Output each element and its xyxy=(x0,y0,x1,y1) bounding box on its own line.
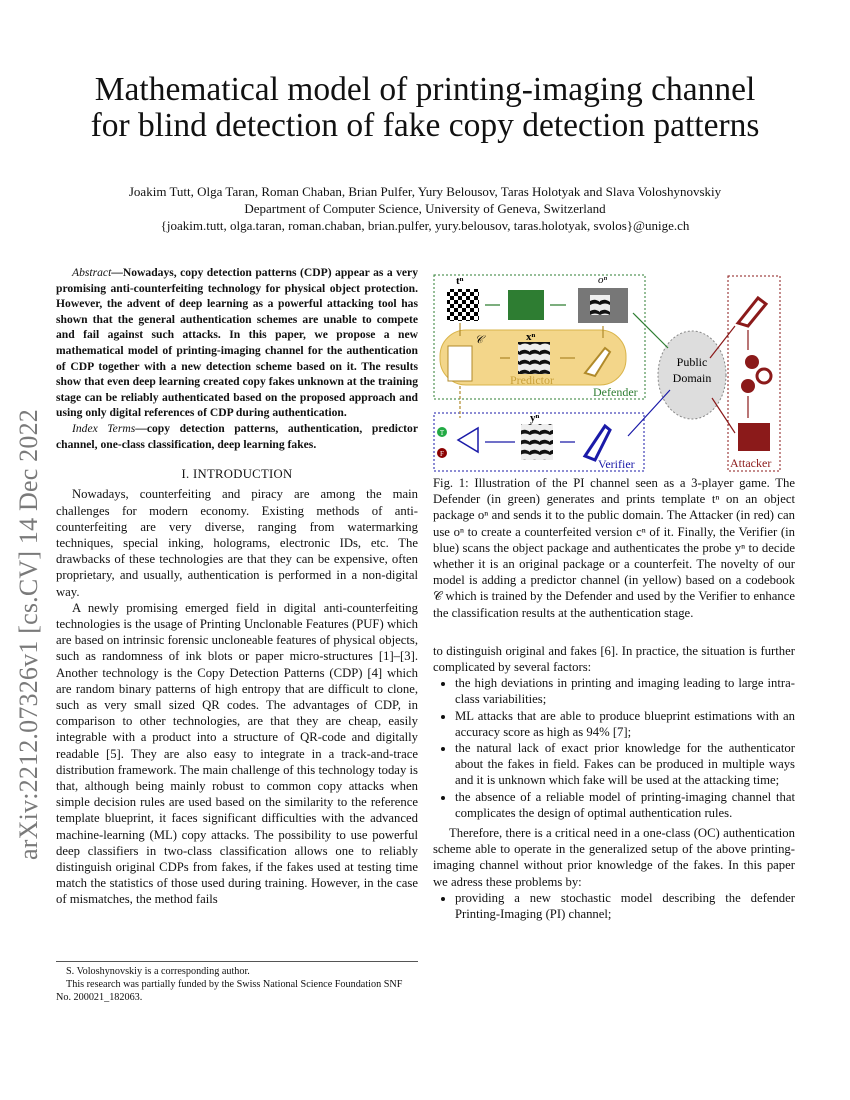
label-codebook: 𝒞 xyxy=(475,334,484,346)
svg-text:T: T xyxy=(439,429,445,437)
label-predictor: Predictor xyxy=(510,373,554,387)
figure-caption: Fig. 1: Illustration of the PI channel seen as a 3-player game. The Defender (in green) generates and prints template tⁿ on an object package oⁿ and sends it to the public domain. The Attacker (in red) can use oⁿ to create a counterfeited version cⁿ of it. Finally, the Verifier (in blue) scans the object package and authenticates the probe yⁿ to decide whether it is an original package or a counterfeit. The novelty of our model is adding a predictor channel (in yellow) based on a codebook 𝒞 which is trained by the Defender and used by the Verifier to enhance the classification results at the authentication stage. xyxy=(433,476,795,620)
estimate-pattern xyxy=(518,342,550,374)
label-verifier: Verifier xyxy=(598,457,635,471)
affiliation: Department of Computer Science, University of Geneva, Switzerland xyxy=(244,201,606,216)
list-item: • the high deviations in printing and imaging leading to large intra-class variabilities; xyxy=(455,675,795,707)
label-o: oⁿ xyxy=(598,274,607,286)
emails: {joakim.tutt, olga.taran, roman.chaban, brian.pulfer, yury.belousov, taras.holotyak, svolos}@unige.ch xyxy=(160,218,690,233)
author-block xyxy=(0,183,850,234)
label-attacker: Attacker xyxy=(730,456,772,470)
list-item: • the natural lack of exact prior knowledge for the authenticator about the fakes in field. Fakes can be produced in multiple ways and it is unknown which fake will be used at the attacking time; xyxy=(455,740,795,789)
scanner-icon-blue xyxy=(585,426,610,460)
label-defender: Defender xyxy=(593,385,638,399)
gear-icon xyxy=(745,355,759,369)
paper-title: Mathematical model of printing-imaging channel for blind detection of fake copy detection patterns xyxy=(90,71,760,144)
authors: Joakim Tutt, Olga Taran, Roman Chaban, Brian Pulfer, Yury Belousov, Taras Holotyak and Slava Voloshynovskiy xyxy=(128,184,722,199)
scanner-icon-red xyxy=(738,298,766,326)
abstract: Abstract—Nowadays, copy detection patterns (CDP) appear as a very promising anti-counterfeiting technology for physical object protection. However, the advent of deep learning as a powerful attacking tool has shown that the general authentication schemes are unable to compete and fail against such attacks. In this paper, we propose a new mathematical model of printing-imaging channel for the authentication of CDP together with a new detection scheme based on it. The results show that even deep learning created copy fakes unknown at the training stage can be reliably authenticated based on the proposed approach and using only digital references of CDP during authentication. xyxy=(56,266,418,420)
printer-icon xyxy=(508,290,544,320)
bullet-list xyxy=(433,890,795,922)
bullet-list xyxy=(433,675,795,821)
list-item: • providing a new stochastic model describing the defender Printing-Imaging (PI) channel; xyxy=(455,890,795,922)
template-pattern xyxy=(447,289,479,321)
probe-pattern xyxy=(521,424,553,460)
list-item: • the absence of a reliable model of printing-imaging channel that complicates the design of optimal authentication rules. xyxy=(455,789,795,821)
paragraph: A newly promising emerged field in digital anti-counterfeiting technologies is the usage of Printing Unclonable Features (PUF) which are based on intrinsic forensic uncloneable features of physical objects, such as randomness of ink blots or paper micro-structures [1]–[3]. Another technology is the Copy Detection Patterns (CDP) [4] which are random binary patterns of high entropy that are difficult to clone, such as very small sized QR codes. The advantages of CDP, in comparison to other technologies, are that they are cheap, easily integrable with a product into a structure of QR-code and digitally readable [5]. They are also easy to integrate in a track-and-trace distribution framework. The main challenge of this technology today is that, although being mainly robust to common copy attacks when simple decision rules are used based on the similarity to the reference template blueprint, it faces significant difficulties with the advanced machine-learning (ML) copy attacks. The possibility to use powerful deep classifiers in two-class classification allows one to reliably distinguish original CDPs from fakes, if the fakes used at testing time match the statistics of those used during training. However, in the case of mismatches, the method fails xyxy=(56,600,418,907)
list-item: • ML attacks that are able to produce blueprint estimations with an accuracy score as high as 94% [7]; xyxy=(455,708,795,740)
label-t: tⁿ xyxy=(456,275,464,287)
label-x: xⁿ xyxy=(526,331,536,343)
index-terms: Index Terms—copy detection patterns, authentication, predictor channel, one-class classification, deep learning fakes. xyxy=(56,421,418,451)
paragraph: Therefore, there is a critical need in a one-class (OC) authentication scheme able to operate in the generalized setup of the above printing-imaging channel without prior knowledge of the fakes. In this paper we adress these problems by: xyxy=(433,826,795,889)
right-column xyxy=(433,475,795,922)
label-y: yⁿ xyxy=(530,412,540,424)
left-column xyxy=(56,265,418,908)
figure-pi-channel xyxy=(430,268,810,473)
paragraph: to distinguish original and fakes [6]. In practice, the situation is further complicated by several factors: xyxy=(433,643,795,675)
arxiv-identifier: arXiv:2212.07326v1 [cs.CV] 14 Dec 2022 xyxy=(14,409,43,860)
paragraph: Nowadays, counterfeiting and piracy are among the main challenges for modern economy. Existing methods of anti-counterfeiting are very diverse, ranging from watermarking techniques, special inking, holograms, electronic IDs, etc. The drawbacks of these technologies are that they can be expensive, often proprietary, and usually, authentication is performed in a non-digital way. xyxy=(56,487,418,599)
codebook-icon xyxy=(448,346,472,381)
section-heading: I. INTRODUCTION xyxy=(181,467,293,482)
svg-text:F: F xyxy=(440,450,444,458)
printer-icon-red xyxy=(738,423,770,451)
label-domain: Domain xyxy=(672,371,712,385)
label-public: Public xyxy=(676,355,708,369)
eye-triangle-icon xyxy=(458,428,478,452)
footnotes: S. Voloshynovskiy is a corresponding author. This research was partially funded by the Swiss National Science Foundation SNF No. 200021_182063. xyxy=(56,961,418,1004)
